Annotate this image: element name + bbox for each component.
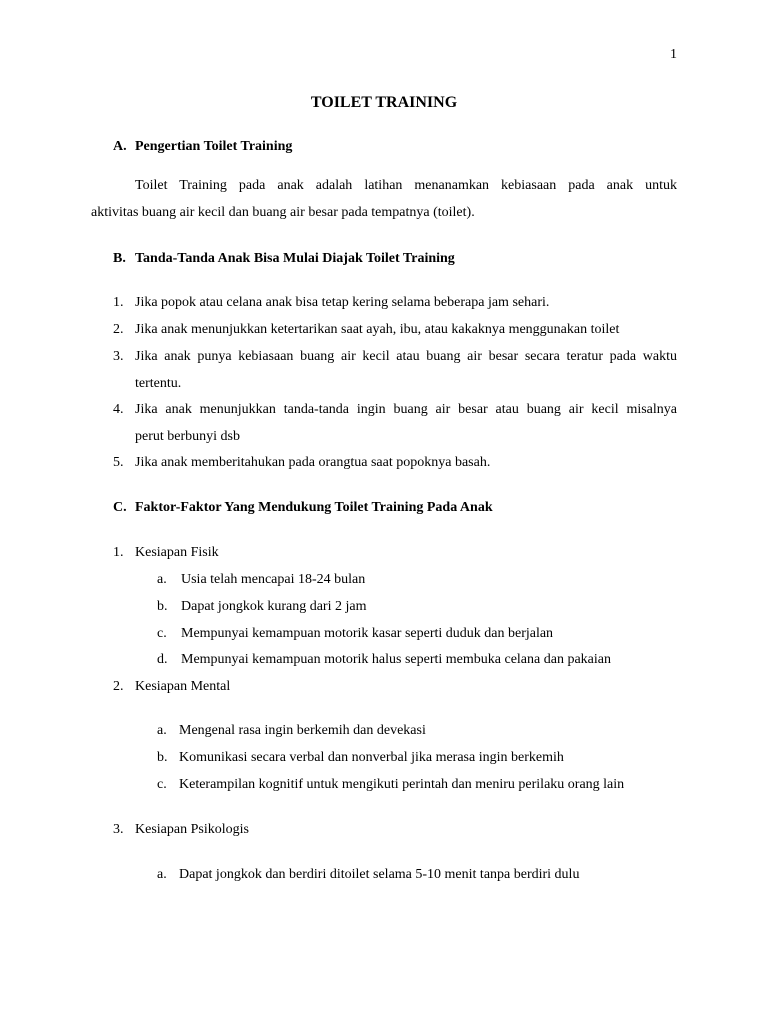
section-c-heading: Faktor-Faktor Yang Mendukung Toilet Training Pada Anak: [135, 500, 493, 515]
sub-item-letter: a.: [157, 572, 167, 587]
sub-item-letter: a.: [157, 723, 167, 738]
list-item-text: Jika anak punya kebiasaan buang air kecil atau buang air besar secara teratur pada waktu: [135, 349, 677, 364]
list-item-number: 4.: [113, 402, 124, 417]
sub-item-text: Dapat jongkok kurang dari 2 jam: [181, 599, 367, 614]
list-item-text: Jika anak menunjukkan ketertarikan saat ayah, ibu, atau kakaknya menggunakan toilet: [135, 322, 620, 337]
group-title: Kesiapan Mental: [135, 679, 231, 694]
sub-item-text: Mempunyai kemampuan motorik halus seperti membuka celana dan pakaian: [181, 652, 611, 667]
sub-item-text: Dapat jongkok dan berdiri ditoilet selama 5-10 menit tanpa berdiri dulu: [179, 867, 580, 882]
group-number: 3.: [113, 822, 124, 837]
section-a-label: A.: [113, 139, 127, 154]
sub-item-text: Mengenal rasa ingin berkemih dan devekasi: [179, 723, 426, 738]
list-item-number: 2.: [113, 322, 124, 337]
sub-item-letter: b.: [157, 750, 168, 765]
list-item-text: Jika anak menunjukkan tanda-tanda ingin buang air besar atau buang air kecil misalnya: [135, 402, 677, 417]
sub-item-text: Komunikasi secara verbal dan nonverbal jika merasa ingin berkemih: [179, 750, 564, 765]
sub-item-letter: b.: [157, 599, 168, 614]
sub-item-letter: d.: [157, 652, 168, 667]
list-item-number: 1.: [113, 295, 124, 310]
page-number: 1: [670, 47, 677, 62]
section-c-label: C.: [113, 500, 127, 515]
list-item-number: 3.: [113, 349, 124, 364]
section-a-paragraph-line-1: Toilet Training pada anak adalah latihan menanamkan kebiasaan pada anak untuk: [135, 178, 677, 193]
section-b-label: B.: [113, 251, 126, 266]
group-number: 2.: [113, 679, 124, 694]
list-item-text-continued: perut berbunyi dsb: [135, 429, 240, 444]
section-a-paragraph-line-2: aktivitas buang air kecil dan buang air besar pada tempatnya (toilet).: [91, 205, 475, 220]
list-item-text: Jika anak memberitahukan pada orangtua saat popoknya basah.: [135, 455, 491, 470]
sub-item-text: Usia telah mencapai 18-24 bulan: [181, 572, 366, 587]
list-item-text: Jika popok atau celana anak bisa tetap kering selama beberapa jam sehari.: [135, 295, 550, 310]
sub-item-letter: c.: [157, 777, 167, 792]
group-number: 1.: [113, 545, 124, 560]
sub-item-text: Mempunyai kemampuan motorik kasar seperti duduk dan berjalan: [181, 626, 554, 641]
sub-item-letter: a.: [157, 867, 167, 882]
list-item-number: 5.: [113, 455, 124, 470]
document-title: TOILET TRAINING: [310, 94, 458, 111]
group-title: Kesiapan Fisik: [135, 545, 219, 560]
sub-item-letter: c.: [157, 626, 167, 641]
list-item-text-continued: tertentu.: [135, 376, 182, 391]
section-b-heading: Tanda-Tanda Anak Bisa Mulai Diajak Toilet Training: [135, 251, 455, 266]
section-a-heading: Pengertian Toilet Training: [135, 139, 293, 154]
group-title: Kesiapan Psikologis: [135, 822, 249, 837]
sub-item-text: Keterampilan kognitif untuk mengikuti perintah dan meniru perilaku orang lain: [179, 777, 625, 792]
